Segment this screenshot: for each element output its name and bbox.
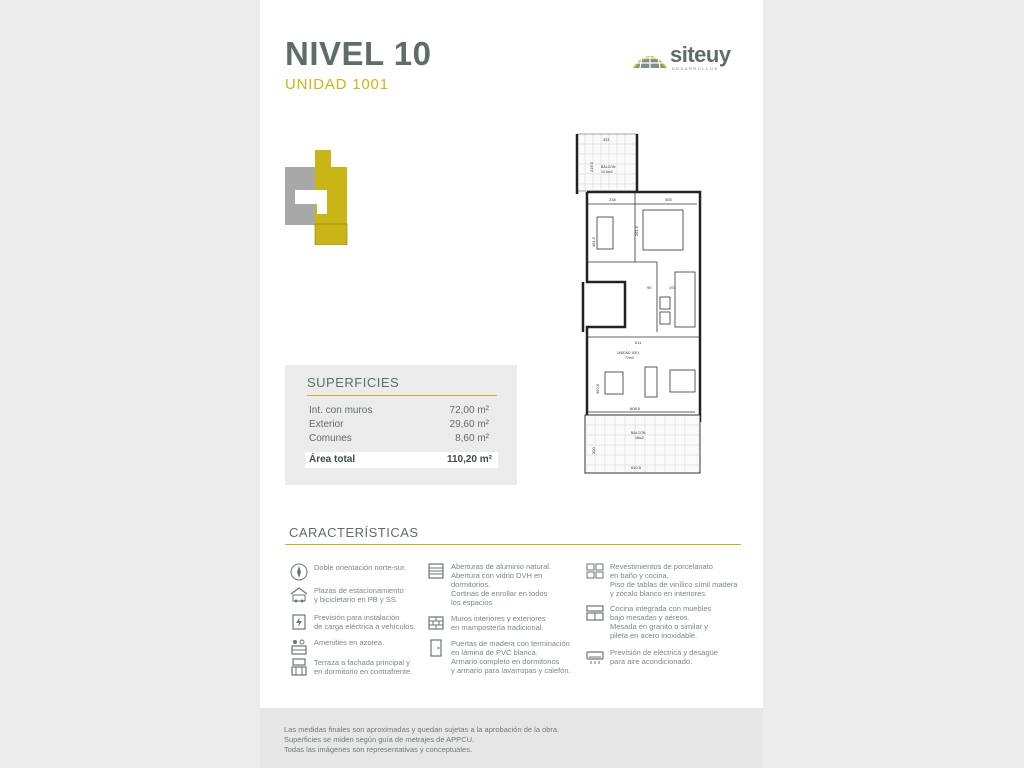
brochure-page bbox=[260, 0, 763, 768]
feature-text: Previsión para instalación de carga eléctrica a vehículos. bbox=[314, 613, 416, 631]
door-icon bbox=[427, 639, 445, 657]
plan-dim-label: 197 bbox=[669, 285, 676, 290]
level-title: NIVEL 10 bbox=[285, 35, 432, 72]
charging-icon bbox=[290, 613, 308, 631]
feature-text: Revestimientos de porcelanato en baño y cocina. Piso de tablas de vinílico símil madera y zócalo blanco en interiores. bbox=[610, 562, 738, 598]
plan-dim-label: 90 bbox=[647, 285, 652, 290]
superficies-title: SUPERFICIES bbox=[307, 375, 400, 390]
logo-subtext: DESARROLLOS bbox=[672, 66, 719, 71]
plan-dim-label: 305 bbox=[665, 197, 672, 202]
superficie-label: Comunes bbox=[309, 433, 352, 444]
footer-note: Superficies se miden según guía de metrajes de APPCU. bbox=[284, 735, 475, 744]
plan-room-label: BALCON bbox=[631, 431, 646, 435]
plan-room-label: UNIDAD 1001 bbox=[617, 351, 640, 355]
footer-notes bbox=[260, 708, 763, 768]
plan-dim-label: 331 bbox=[603, 137, 610, 142]
plan-dim-label: 300 bbox=[591, 447, 596, 454]
compass-icon bbox=[290, 563, 308, 581]
plan-dim-label: 610.5 bbox=[631, 465, 642, 470]
superficie-value: 29,60 m² bbox=[449, 419, 489, 430]
unit-subtitle: UNIDAD 1001 bbox=[285, 76, 389, 93]
logo-mark-icon bbox=[632, 48, 668, 72]
footer-note: Todas las imágenes son representativas y conceptuales. bbox=[284, 745, 473, 754]
footer-note: Las medidas finales son aproximadas y quedan sujetas a la aprobación de la obra. bbox=[284, 725, 560, 734]
terrace-icon bbox=[290, 658, 308, 676]
plan-dim-label: 216.5 bbox=[589, 161, 594, 172]
plan-dim-label: 238 bbox=[609, 197, 616, 202]
plan-dim-label: 261.5 bbox=[634, 225, 639, 236]
plan-dim-label: 611 bbox=[635, 340, 642, 345]
feature-text: Doble orientación norte-sur. bbox=[314, 563, 407, 572]
siteuy-logo bbox=[632, 42, 742, 76]
plan-dim-label: 461.5 bbox=[591, 236, 596, 247]
plan-room-label: 18m2 bbox=[635, 436, 644, 440]
superficie-value: 8,60 m² bbox=[455, 433, 489, 444]
feature-text: Muros interiores y exteriores en mampostería tradicional. bbox=[451, 614, 546, 632]
plan-room-label: 72m2 bbox=[625, 356, 634, 360]
superficie-label: Exterior bbox=[309, 419, 344, 430]
total-label: Área total bbox=[309, 454, 356, 465]
superficie-row bbox=[309, 419, 495, 433]
feature-text: Cocina integrada con muebles bajo mesadas y aéreos. Mesada en granito o similar y pileta en acero inoxidable. bbox=[610, 604, 712, 640]
brick-wall-icon bbox=[427, 614, 445, 632]
superficies-panel bbox=[285, 365, 517, 485]
plan-room-label: 10.6m2 bbox=[601, 170, 613, 174]
caracteristicas-divider bbox=[285, 544, 741, 545]
feature-text: Terraza a fachada principal y en dormitorio en contrafrente. bbox=[314, 658, 413, 676]
plan-dim-label: 608.5 bbox=[630, 406, 641, 411]
plan-dim-label: 360.5 bbox=[595, 383, 600, 394]
superficie-row bbox=[309, 433, 495, 447]
tiles-icon bbox=[586, 562, 604, 580]
feature-text: Puertas de madera con terminación en lámina de PVC blanca. Armario completo en dormitorios y armario para lavarropas y calefón. bbox=[451, 639, 571, 675]
window-icon bbox=[427, 562, 445, 580]
feature-text: Plazas de estacionamiento y bicicletario en PB y SS. bbox=[314, 586, 404, 604]
superficie-total-row bbox=[305, 452, 498, 468]
plan-room-label: BALCON bbox=[601, 165, 616, 169]
feature-text: Previsión de eléctrica y desagüe para aire acondicionado. bbox=[610, 648, 718, 666]
superficie-value: 72,00 m² bbox=[449, 405, 489, 416]
caracteristicas-title: CARACTERÍSTICAS bbox=[289, 525, 419, 540]
feature-text: Aberturas de aluminio natural. Abertura con vidrio DVH en dormitorios. Cortinas de enrollar en todos los espacios bbox=[451, 562, 552, 607]
air-conditioner-icon bbox=[586, 648, 604, 666]
amenities-icon bbox=[290, 638, 308, 656]
feature-text: Amenities en azotea. bbox=[314, 638, 385, 647]
floor-plan bbox=[575, 132, 705, 477]
superficie-label: Int. con muros bbox=[309, 405, 373, 416]
parking-icon bbox=[290, 586, 308, 604]
key-plan bbox=[285, 150, 350, 245]
superficie-row bbox=[309, 405, 495, 419]
superficies-divider bbox=[307, 395, 497, 396]
logo-text: siteuy bbox=[670, 42, 731, 67]
kitchen-icon bbox=[586, 604, 604, 622]
total-value: 110,20 m² bbox=[446, 454, 492, 465]
